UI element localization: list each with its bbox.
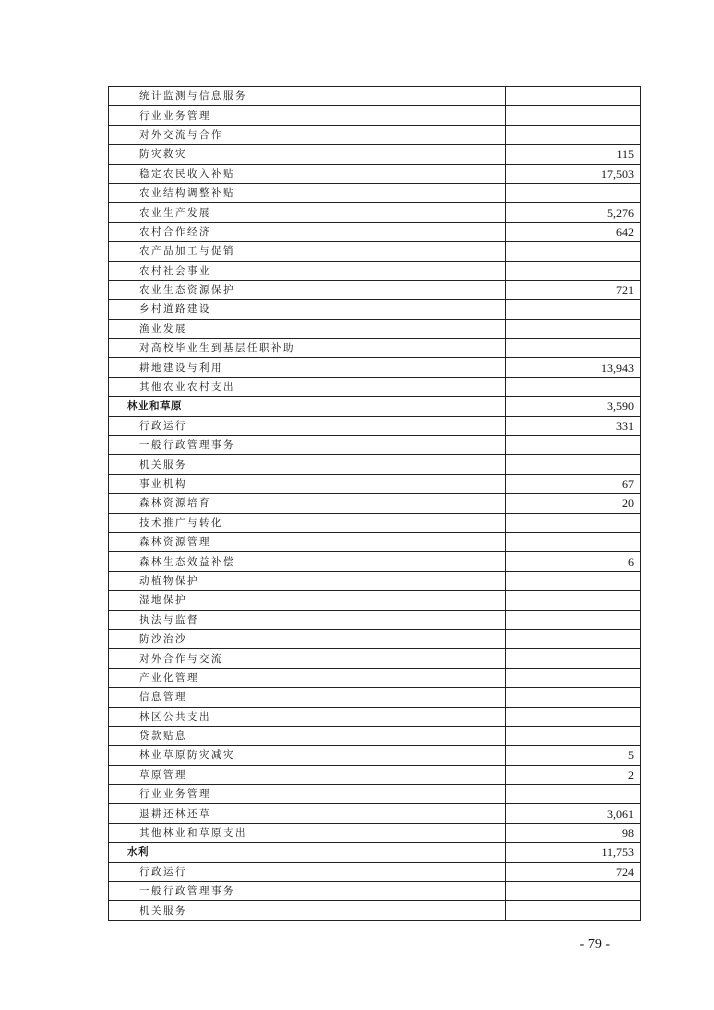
table-row (109, 785, 641, 804)
table-row (109, 183, 641, 202)
row-name: 农村合作经济 (109, 222, 506, 241)
table-row (109, 106, 641, 125)
row-name: 对高校毕业生到基层任职补助 (109, 339, 506, 358)
row-name: 防灾救灾 (109, 145, 506, 164)
row-value (506, 513, 641, 532)
table-row (109, 300, 641, 319)
row-name: 一般行政管理事务 (109, 436, 506, 455)
table-row (109, 688, 641, 707)
row-name: 信息管理 (109, 688, 506, 707)
row-value (506, 882, 641, 901)
row-name: 森林资源管理 (109, 532, 506, 551)
row-value: 642 (506, 222, 641, 241)
row-name: 渔业发展 (109, 319, 506, 338)
table-row (109, 823, 641, 842)
row-value (506, 339, 641, 358)
category-row (109, 397, 641, 416)
table-row (109, 436, 641, 455)
row-name: 其他林业和草原支出 (109, 823, 506, 842)
row-name: 农产品加工与促销 (109, 242, 506, 261)
table-row (109, 339, 641, 358)
row-name: 行政运行 (109, 416, 506, 435)
row-value (506, 125, 641, 144)
table-row (109, 629, 641, 648)
row-value: 67 (506, 474, 641, 493)
row-value (506, 106, 641, 125)
row-name: 草原管理 (109, 765, 506, 784)
row-name: 对外交流与合作 (109, 125, 506, 144)
row-value (506, 785, 641, 804)
table-row (109, 571, 641, 590)
row-name: 行政运行 (109, 862, 506, 881)
row-name: 退耕还林还草 (109, 804, 506, 823)
row-value: 3,590 (506, 397, 641, 416)
row-name: 林业草原防灾减灾 (109, 746, 506, 765)
row-name: 农业生态资源保护 (109, 280, 506, 299)
row-name: 农村社会事业 (109, 261, 506, 280)
row-value (506, 261, 641, 280)
row-name: 农业结构调整补贴 (109, 183, 506, 202)
table-row (109, 707, 641, 726)
table-row (109, 164, 641, 183)
row-value: 20 (506, 494, 641, 513)
page-number: - 79 - (579, 937, 610, 952)
table-body (109, 87, 641, 921)
row-value (506, 726, 641, 745)
row-name: 其他农业农村支出 (109, 377, 506, 396)
table-row (109, 901, 641, 920)
table-row (109, 145, 641, 164)
row-name: 产业化管理 (109, 668, 506, 687)
row-name: 森林资源培育 (109, 494, 506, 513)
row-value (506, 87, 641, 106)
table-row (109, 358, 641, 377)
row-value (506, 377, 641, 396)
table-row (109, 377, 641, 396)
row-value: 5,276 (506, 203, 641, 222)
row-value: 6 (506, 552, 641, 571)
row-value (506, 610, 641, 629)
row-name: 统计监测与信息服务 (109, 87, 506, 106)
table-row (109, 280, 641, 299)
row-value: 721 (506, 280, 641, 299)
table-row (109, 610, 641, 629)
row-value (506, 707, 641, 726)
row-name: 一般行政管理事务 (109, 882, 506, 901)
row-value (506, 629, 641, 648)
row-name: 贷款贴息 (109, 726, 506, 745)
row-name: 农业生产发展 (109, 203, 506, 222)
table-row (109, 726, 641, 745)
row-value (506, 532, 641, 551)
table-row (109, 319, 641, 338)
category-row (109, 843, 641, 862)
table-row (109, 513, 641, 532)
row-value: 11,753 (506, 843, 641, 862)
row-value: 98 (506, 823, 641, 842)
row-value: 724 (506, 862, 641, 881)
row-value (506, 242, 641, 261)
table-row (109, 746, 641, 765)
row-value: 5 (506, 746, 641, 765)
table-row (109, 862, 641, 881)
row-name: 耕地建设与利用 (109, 358, 506, 377)
row-name: 对外合作与交流 (109, 649, 506, 668)
table-row (109, 552, 641, 571)
table-row (109, 649, 641, 668)
row-name: 防沙治沙 (109, 629, 506, 648)
table-row (109, 222, 641, 241)
table-row (109, 494, 641, 513)
row-name: 森林生态效益补偿 (109, 552, 506, 571)
row-value (506, 901, 641, 920)
row-value (506, 571, 641, 590)
table-row (109, 474, 641, 493)
row-value: 13,943 (506, 358, 641, 377)
table-row (109, 203, 641, 222)
row-value (506, 668, 641, 687)
row-name: 稳定农民收入补贴 (109, 164, 506, 183)
table-row (109, 804, 641, 823)
row-value: 3,061 (506, 804, 641, 823)
row-value (506, 300, 641, 319)
table-row (109, 532, 641, 551)
table-row (109, 765, 641, 784)
row-value: 115 (506, 145, 641, 164)
row-name: 乡村道路建设 (109, 300, 506, 319)
expenditure-table (108, 86, 641, 921)
row-name: 林业和草原 (109, 397, 506, 416)
table-row (109, 242, 641, 261)
row-value (506, 591, 641, 610)
row-value (506, 688, 641, 707)
row-name: 机关服务 (109, 455, 506, 474)
row-value (506, 183, 641, 202)
table-row (109, 591, 641, 610)
row-name: 行业业务管理 (109, 785, 506, 804)
row-value: 2 (506, 765, 641, 784)
row-value (506, 436, 641, 455)
row-name: 动植物保护 (109, 571, 506, 590)
table-row (109, 668, 641, 687)
table-row (109, 261, 641, 280)
row-name: 技术推广与转化 (109, 513, 506, 532)
row-name: 事业机构 (109, 474, 506, 493)
table-row (109, 455, 641, 474)
row-name: 林区公共支出 (109, 707, 506, 726)
table-row (109, 125, 641, 144)
table-row (109, 882, 641, 901)
row-name: 行业业务管理 (109, 106, 506, 125)
table-row (109, 87, 641, 106)
row-value (506, 455, 641, 474)
row-name: 执法与监督 (109, 610, 506, 629)
row-value (506, 649, 641, 668)
table-row (109, 416, 641, 435)
row-name: 水利 (109, 843, 506, 862)
row-name: 机关服务 (109, 901, 506, 920)
row-value (506, 319, 641, 338)
row-value: 17,503 (506, 164, 641, 183)
row-name: 湿地保护 (109, 591, 506, 610)
row-value: 331 (506, 416, 641, 435)
